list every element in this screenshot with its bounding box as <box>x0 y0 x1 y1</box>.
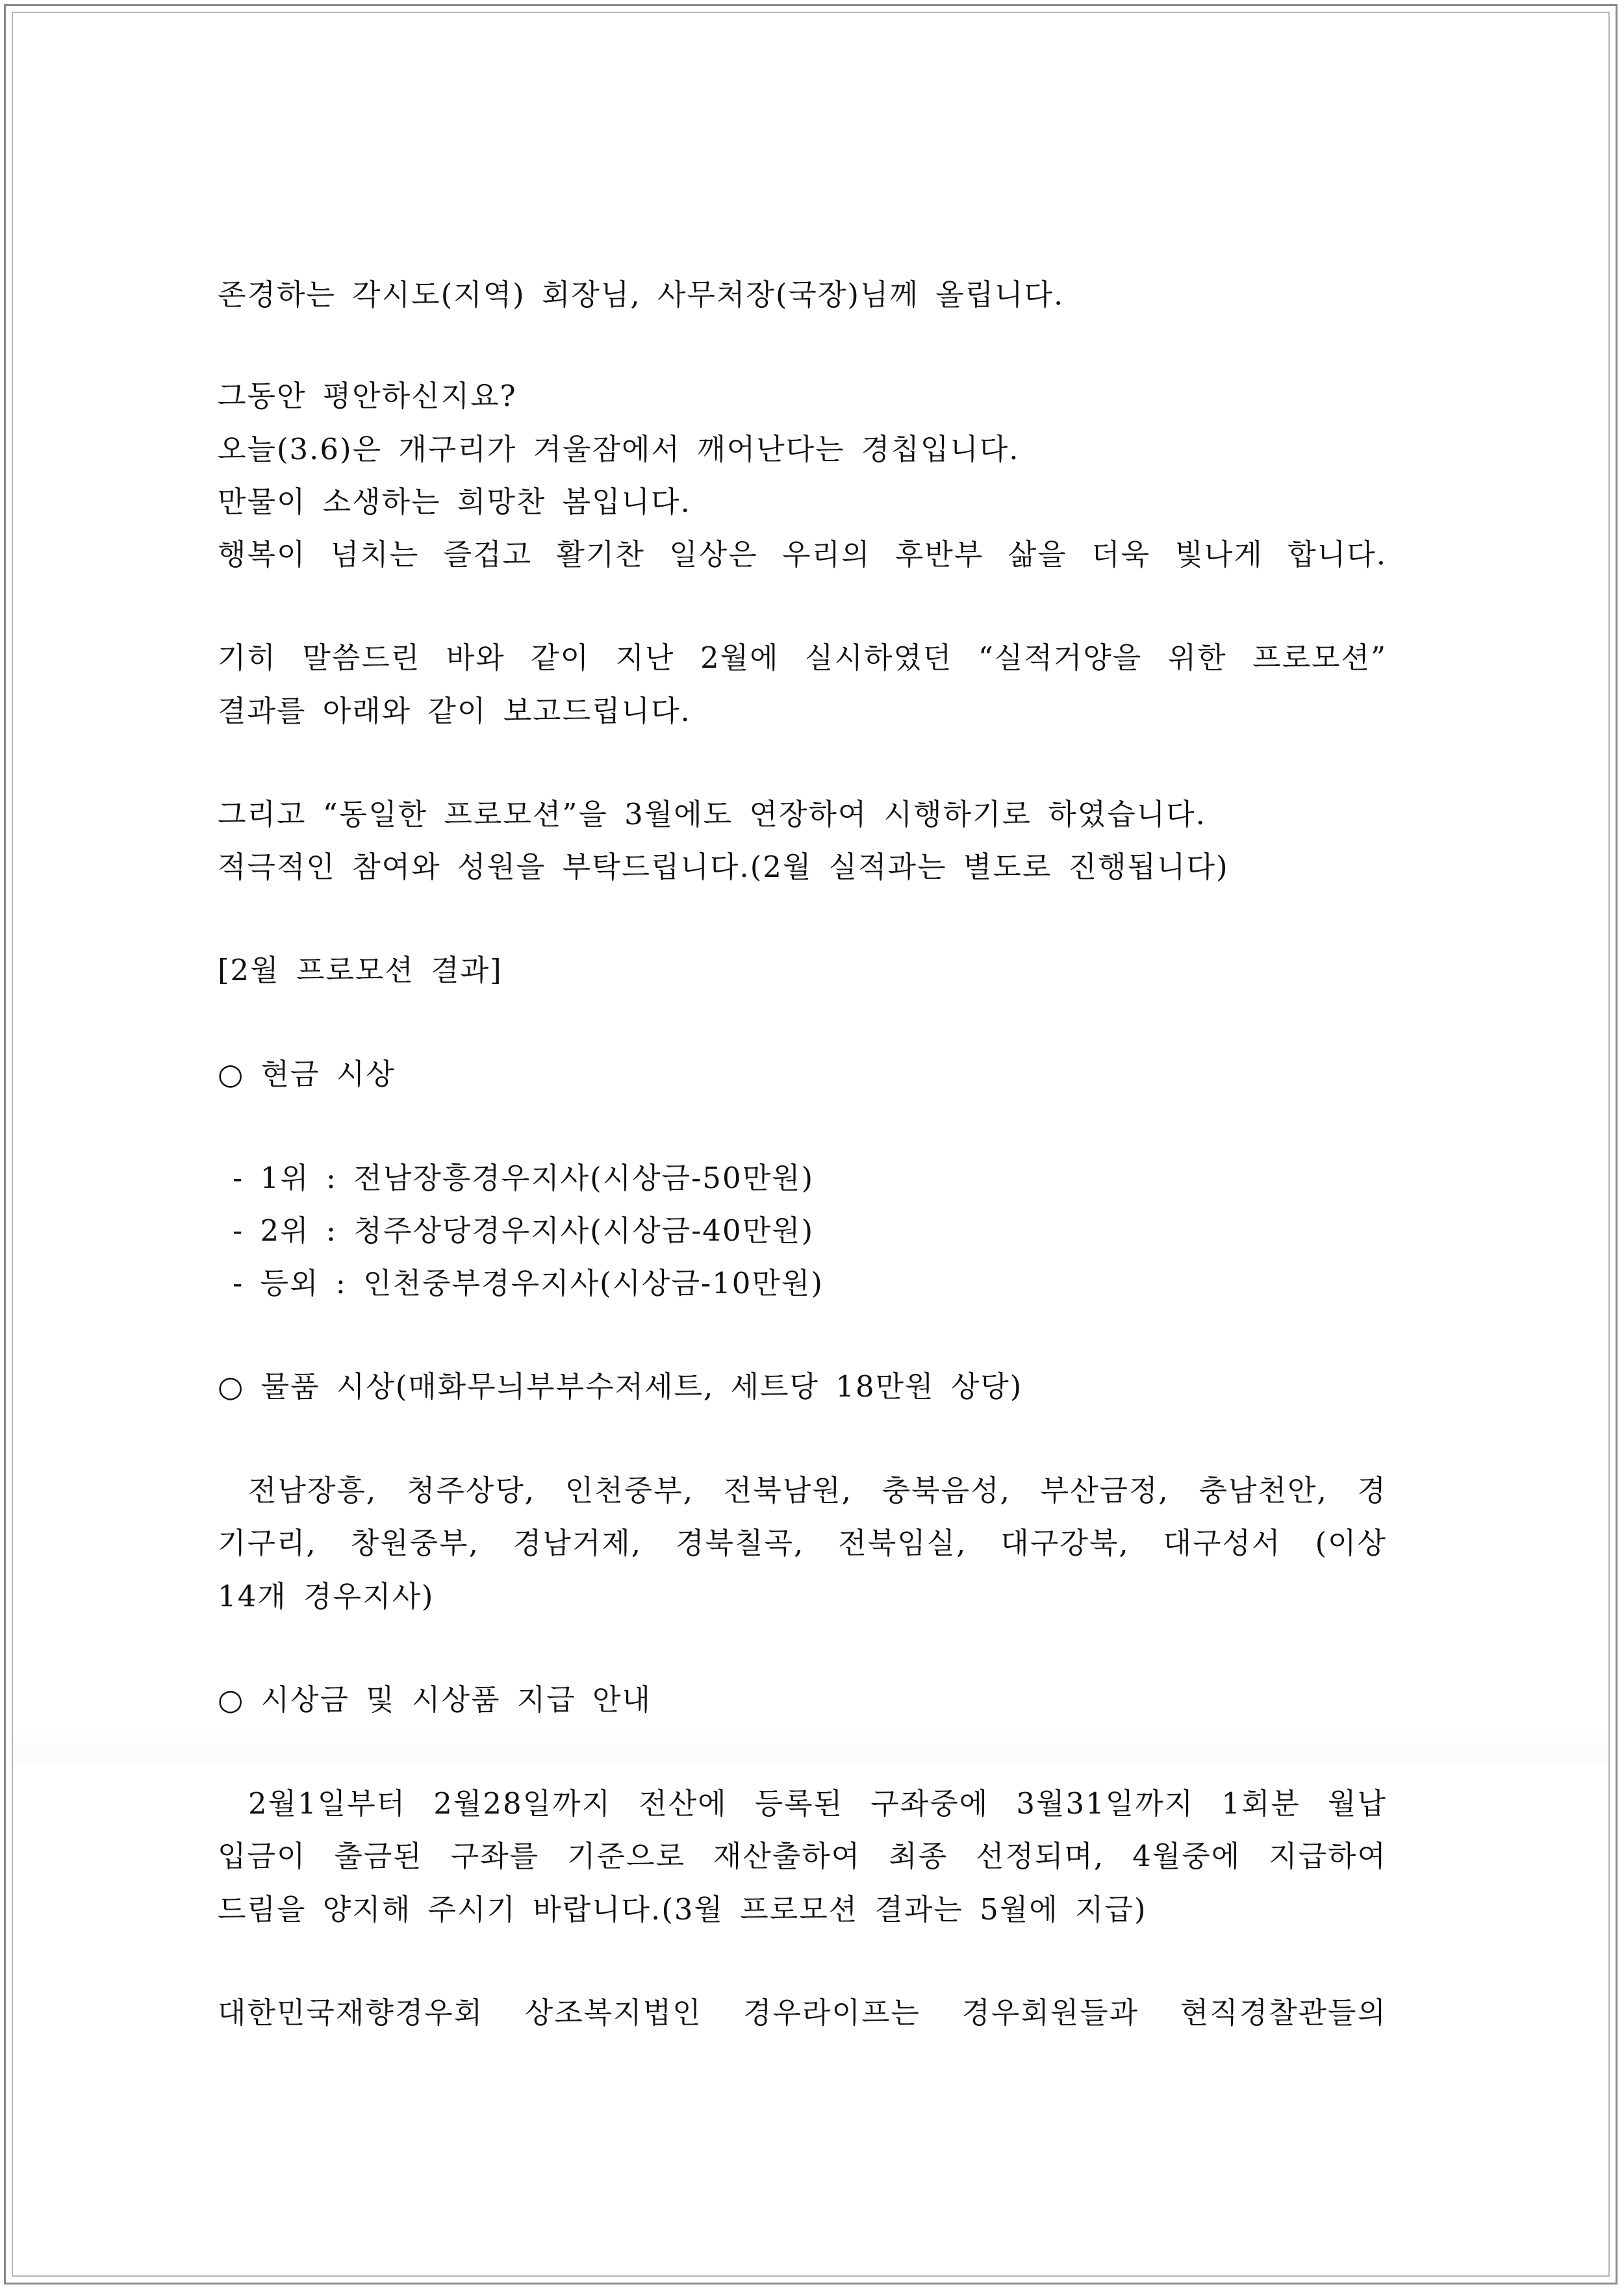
greeting-line: 그동안 평안하신지요? <box>218 379 517 413</box>
report-intro-line: 기히 말씀드린 바와 같이 지난 2월에 실시하였던 “실적거양을 위한 프로모션” <box>218 640 1387 675</box>
greeting-line: 오늘(3.6)은 개구리가 겨울잠에서 깨어난다는 경칩입니다. <box>218 432 1020 466</box>
goods-award-line: 14개 경우지사) <box>218 1579 435 1614</box>
page-inner-border <box>12 12 1610 2277</box>
goods-award-line: 전남장흥, 청주상당, 인천중부, 전북남원, 충북음성, 부산금정, 충남천안, 경 <box>248 1473 1387 1508</box>
report-intro-line: 결과를 아래와 같이 보고드립니다. <box>218 694 691 728</box>
cash-award-heading: ○ 현금 시상 <box>218 1057 396 1091</box>
greeting-line: 행복이 넘치는 즐겁고 활기찬 일상은 우리의 후반부 삶을 더욱 빛나게 합니다. <box>218 537 1387 572</box>
cash-award-item: - 2위 : 청주상당경우지사(시상금-40만원) <box>233 1213 815 1248</box>
extension-line: 적극적인 참여와 성원을 부탁드립니다.(2월 실적과는 별도로 진행됩니다) <box>218 850 1229 884</box>
scan-artifact-band <box>13 1731 1608 1770</box>
closing-line: 대한민국재향경우회 상조복지법인 경우라이프는 경우회원들과 현직경찰관들의 <box>218 1995 1387 2030</box>
goods-award-line: 기구리, 창원중부, 경남거제, 경북칠곡, 전북임실, 대구강북, 대구성서 (이상 <box>218 1526 1387 1560</box>
payment-heading: ○ 시상금 및 시상품 지급 안내 <box>218 1682 652 1717</box>
payment-line: 입금이 출금된 구좌를 기준으로 재산출하여 최종 선정되며, 4월중에 지급하여 <box>218 1839 1387 1873</box>
payment-line: 2월1일부터 2월28일까지 전산에 등록된 구좌중에 3월31일까지 1회분 월납 <box>248 1786 1387 1821</box>
payment-line: 드림을 양지해 주시기 바랍니다.(3월 프로모션 결과는 5월에 지급) <box>218 1892 1147 1927</box>
cash-award-item: - 등외 : 인천중부경우지사(시상금-10만원) <box>233 1266 824 1300</box>
cash-award-item: - 1위 : 전남장흥경우지사(시상금-50만원) <box>233 1161 815 1195</box>
goods-award-heading: ○ 물품 시상(매화무늬부부수저세트, 세트당 18만원 상당) <box>218 1369 1023 1404</box>
results-heading: [2월 프로모션 결과] <box>218 953 503 987</box>
greeting-line: 만물이 소생하는 희망찬 봄입니다. <box>218 485 691 519</box>
extension-line: 그리고 “동일한 프로모션”을 3월에도 연장하여 시행하기로 하였습니다. <box>218 797 1206 831</box>
salutation: 존경하는 각시도(지역) 회장님, 사무처장(국장)님께 올립니다. <box>218 277 1065 312</box>
